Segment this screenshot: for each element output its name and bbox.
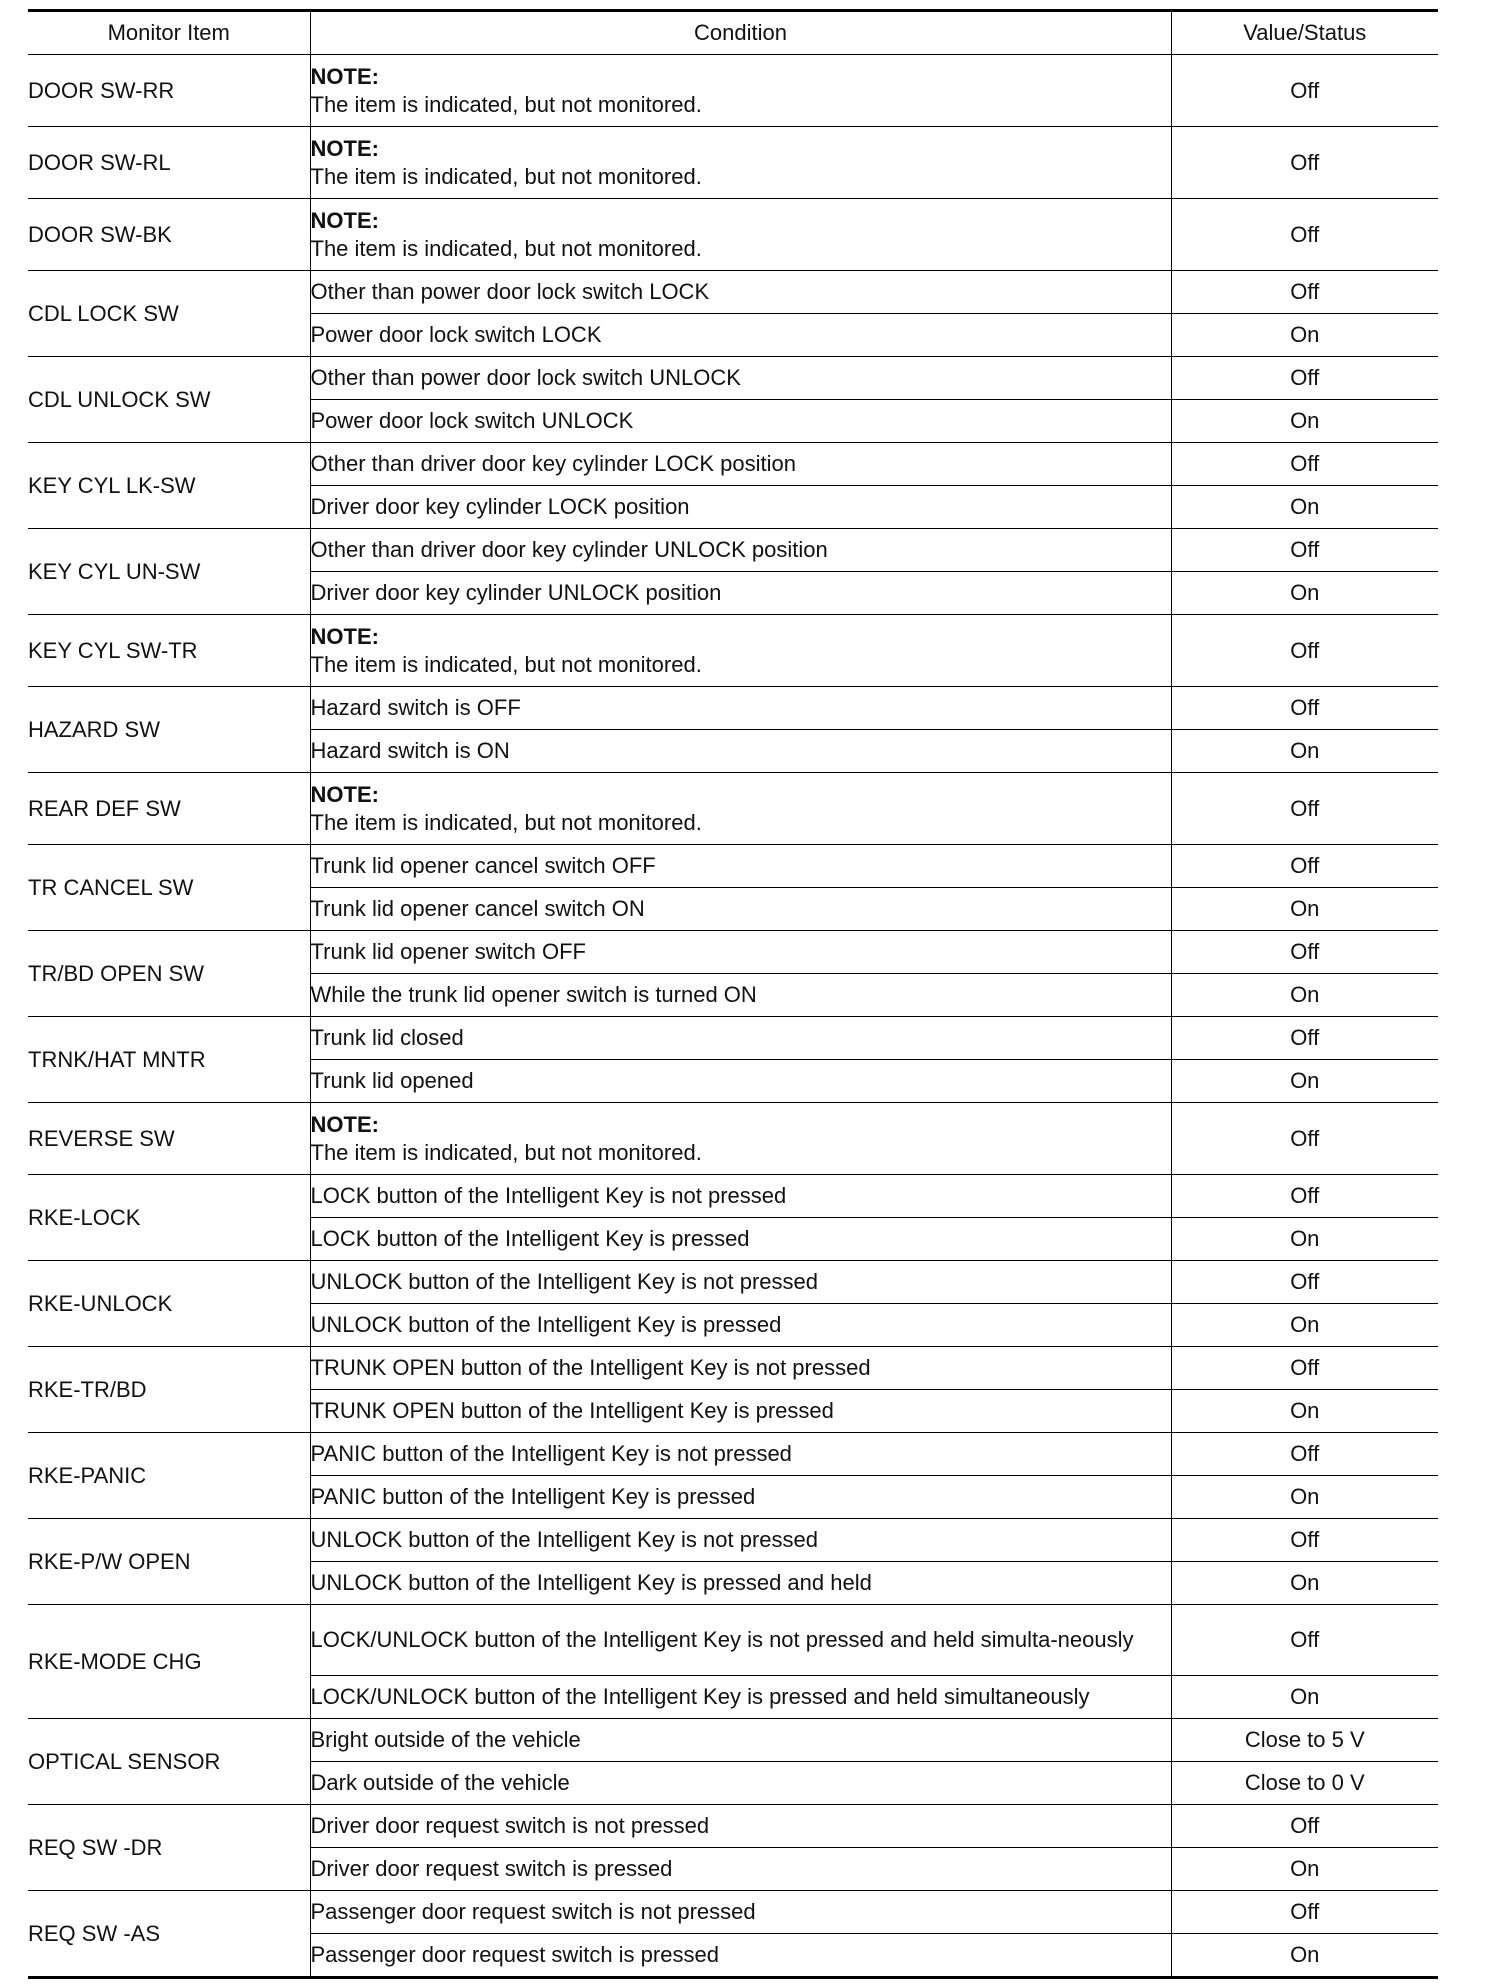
note-text: The item is indicated, but not monitored.	[310, 1139, 702, 1165]
condition-cell: Driver door request switch is not pressed	[310, 1805, 1171, 1848]
condition-cell	[310, 1103, 1171, 1175]
condition-cell: TRUNK OPEN button of the Intelligent Key is not pressed	[310, 1347, 1171, 1390]
condition-cell: While the trunk lid opener switch is turned ON	[310, 974, 1171, 1017]
value-status-cell: On	[1171, 1676, 1438, 1719]
condition-cell	[310, 127, 1171, 199]
value-status-cell: Close to 5 V	[1171, 1719, 1438, 1762]
condition-cell: Driver door request switch is pressed	[310, 1848, 1171, 1891]
condition-cell: Other than power door lock switch LOCK	[310, 271, 1171, 314]
monitor-item-cell: REQ SW -AS	[28, 1891, 310, 1978]
note-text: The item is indicated, but not monitored.	[310, 235, 702, 261]
table-row	[28, 687, 1438, 730]
table-row	[28, 1261, 1438, 1304]
value-status-cell: Off	[1171, 1175, 1438, 1218]
table-row	[28, 845, 1438, 888]
table-row	[28, 1347, 1438, 1390]
table-row	[28, 773, 1438, 845]
value-status-cell: On	[1171, 1562, 1438, 1605]
monitor-item-cell: KEY CYL SW-TR	[28, 615, 310, 687]
condition-cell: Driver door key cylinder LOCK position	[310, 486, 1171, 529]
monitor-item-cell: CDL LOCK SW	[28, 271, 310, 357]
monitor-item-cell: RKE-UNLOCK	[28, 1261, 310, 1347]
value-status-cell: Off	[1171, 931, 1438, 974]
condition-cell: Trunk lid opener cancel switch ON	[310, 888, 1171, 931]
table-row	[28, 199, 1438, 271]
condition-cell: Bright outside of the vehicle	[310, 1719, 1171, 1762]
value-status-cell: Off	[1171, 687, 1438, 730]
table-row	[28, 1103, 1438, 1175]
note-label: NOTE:	[310, 623, 379, 649]
value-status-cell: Off	[1171, 845, 1438, 888]
note-label: NOTE:	[310, 135, 379, 161]
note-label: NOTE:	[310, 1111, 379, 1137]
value-status-cell: On	[1171, 888, 1438, 931]
document-page	[28, 9, 1438, 1979]
monitor-item-cell: RKE-LOCK	[28, 1175, 310, 1261]
value-status-cell: Off	[1171, 1103, 1438, 1175]
monitor-item-cell: TRNK/HAT MNTR	[28, 1017, 310, 1103]
value-status-cell: On	[1171, 1060, 1438, 1103]
monitor-item-cell: RKE-TR/BD	[28, 1347, 310, 1433]
condition-cell: TRUNK OPEN button of the Intelligent Key is pressed	[310, 1390, 1171, 1433]
condition-cell: Trunk lid opened	[310, 1060, 1171, 1103]
monitor-item-cell: KEY CYL LK-SW	[28, 443, 310, 529]
condition-cell: Hazard switch is OFF	[310, 687, 1171, 730]
monitor-item-cell: RKE-PANIC	[28, 1433, 310, 1519]
header-row	[28, 11, 1438, 55]
monitor-item-cell: DOOR SW-RR	[28, 55, 310, 127]
monitor-item-cell: HAZARD SW	[28, 687, 310, 773]
value-status-cell: Off	[1171, 357, 1438, 400]
value-status-cell: Off	[1171, 199, 1438, 271]
condition-cell	[310, 55, 1171, 127]
value-status-cell: On	[1171, 486, 1438, 529]
table-row	[28, 357, 1438, 400]
monitor-item-cell: REAR DEF SW	[28, 773, 310, 845]
monitor-item-cell: REVERSE SW	[28, 1103, 310, 1175]
table-row	[28, 1719, 1438, 1762]
monitor-item-cell: OPTICAL SENSOR	[28, 1719, 310, 1805]
condition-cell: UNLOCK button of the Intelligent Key is pressed	[310, 1304, 1171, 1347]
value-status-cell: Off	[1171, 1347, 1438, 1390]
value-status-cell: On	[1171, 314, 1438, 357]
table-row	[28, 1017, 1438, 1060]
value-status-cell: Off	[1171, 1017, 1438, 1060]
note-text: The item is indicated, but not monitored.	[310, 651, 702, 677]
header-monitor-item: Monitor Item	[28, 11, 310, 55]
condition-cell: LOCK/UNLOCK button of the Intelligent Key is not pressed and held simulta-neously	[310, 1605, 1171, 1676]
condition-cell	[310, 615, 1171, 687]
condition-cell: UNLOCK button of the Intelligent Key is not pressed	[310, 1261, 1171, 1304]
monitor-item-cell: TR CANCEL SW	[28, 845, 310, 931]
monitor-item-cell: REQ SW -DR	[28, 1805, 310, 1891]
table-row	[28, 1605, 1438, 1676]
note-text: The item is indicated, but not monitored.	[310, 809, 702, 835]
monitor-item-cell: CDL UNLOCK SW	[28, 357, 310, 443]
table-body	[28, 55, 1438, 1978]
monitor-item-cell: KEY CYL UN-SW	[28, 529, 310, 615]
condition-cell: Passenger door request switch is pressed	[310, 1934, 1171, 1978]
value-status-cell: Off	[1171, 127, 1438, 199]
monitor-item-cell: TR/BD OPEN SW	[28, 931, 310, 1017]
value-status-cell: On	[1171, 730, 1438, 773]
condition-cell: Driver door key cylinder UNLOCK position	[310, 572, 1171, 615]
value-status-cell: Close to 0 V	[1171, 1762, 1438, 1805]
condition-cell: Passenger door request switch is not pressed	[310, 1891, 1171, 1934]
value-status-cell: On	[1171, 1848, 1438, 1891]
note-label: NOTE:	[310, 63, 379, 89]
table-row	[28, 55, 1438, 127]
value-status-cell: Off	[1171, 443, 1438, 486]
value-status-cell: On	[1171, 1934, 1438, 1978]
value-status-cell: Off	[1171, 773, 1438, 845]
table-row	[28, 1891, 1438, 1934]
monitor-item-cell: RKE-P/W OPEN	[28, 1519, 310, 1605]
value-status-cell: Off	[1171, 1891, 1438, 1934]
condition-cell: UNLOCK button of the Intelligent Key is not pressed	[310, 1519, 1171, 1562]
value-status-cell: Off	[1171, 1605, 1438, 1676]
value-status-cell: On	[1171, 1390, 1438, 1433]
value-status-cell: On	[1171, 974, 1438, 1017]
value-status-cell: Off	[1171, 1433, 1438, 1476]
header-value-status: Value/Status	[1171, 11, 1438, 55]
table-row	[28, 615, 1438, 687]
header-condition: Condition	[310, 11, 1171, 55]
condition-cell: Other than driver door key cylinder LOCK position	[310, 443, 1171, 486]
condition-cell: LOCK/UNLOCK button of the Intelligent Key is pressed and held simultaneously	[310, 1676, 1171, 1719]
note-text: The item is indicated, but not monitored.	[310, 163, 702, 189]
value-status-cell: Off	[1171, 271, 1438, 314]
note-text: The item is indicated, but not monitored.	[310, 91, 702, 117]
value-status-cell: Off	[1171, 529, 1438, 572]
value-status-cell: On	[1171, 400, 1438, 443]
condition-cell: UNLOCK button of the Intelligent Key is pressed and held	[310, 1562, 1171, 1605]
note-label: NOTE:	[310, 781, 379, 807]
condition-cell: Hazard switch is ON	[310, 730, 1171, 773]
monitor-item-cell: RKE-MODE CHG	[28, 1605, 310, 1719]
table-row	[28, 127, 1438, 199]
value-status-cell: On	[1171, 1304, 1438, 1347]
value-status-cell: On	[1171, 1218, 1438, 1261]
condition-cell: Trunk lid opener cancel switch OFF	[310, 845, 1171, 888]
condition-cell: Other than power door lock switch UNLOCK	[310, 357, 1171, 400]
condition-cell: Trunk lid opener switch OFF	[310, 931, 1171, 974]
condition-cell	[310, 199, 1171, 271]
value-status-cell: Off	[1171, 615, 1438, 687]
condition-cell: Dark outside of the vehicle	[310, 1762, 1171, 1805]
condition-cell: LOCK button of the Intelligent Key is not pressed	[310, 1175, 1171, 1218]
condition-cell: Other than driver door key cylinder UNLOCK position	[310, 529, 1171, 572]
table-header	[28, 11, 1438, 55]
note-label: NOTE:	[310, 207, 379, 233]
table-row	[28, 529, 1438, 572]
condition-cell: PANIC button of the Intelligent Key is pressed	[310, 1476, 1171, 1519]
value-status-cell: Off	[1171, 1805, 1438, 1848]
condition-cell: Power door lock switch LOCK	[310, 314, 1171, 357]
condition-cell: Trunk lid closed	[310, 1017, 1171, 1060]
table-row	[28, 443, 1438, 486]
value-status-cell: Off	[1171, 1261, 1438, 1304]
monitor-table	[28, 9, 1438, 1979]
condition-cell: LOCK button of the Intelligent Key is pressed	[310, 1218, 1171, 1261]
value-status-cell: On	[1171, 1476, 1438, 1519]
table-row	[28, 1175, 1438, 1218]
table-row	[28, 1805, 1438, 1848]
monitor-item-cell: DOOR SW-BK	[28, 199, 310, 271]
table-row	[28, 931, 1438, 974]
value-status-cell: On	[1171, 572, 1438, 615]
value-status-cell: Off	[1171, 1519, 1438, 1562]
condition-cell	[310, 773, 1171, 845]
monitor-item-cell: DOOR SW-RL	[28, 127, 310, 199]
table-row	[28, 1433, 1438, 1476]
table-row	[28, 271, 1438, 314]
condition-cell: PANIC button of the Intelligent Key is not pressed	[310, 1433, 1171, 1476]
condition-cell: Power door lock switch UNLOCK	[310, 400, 1171, 443]
table-row	[28, 1519, 1438, 1562]
value-status-cell: Off	[1171, 55, 1438, 127]
